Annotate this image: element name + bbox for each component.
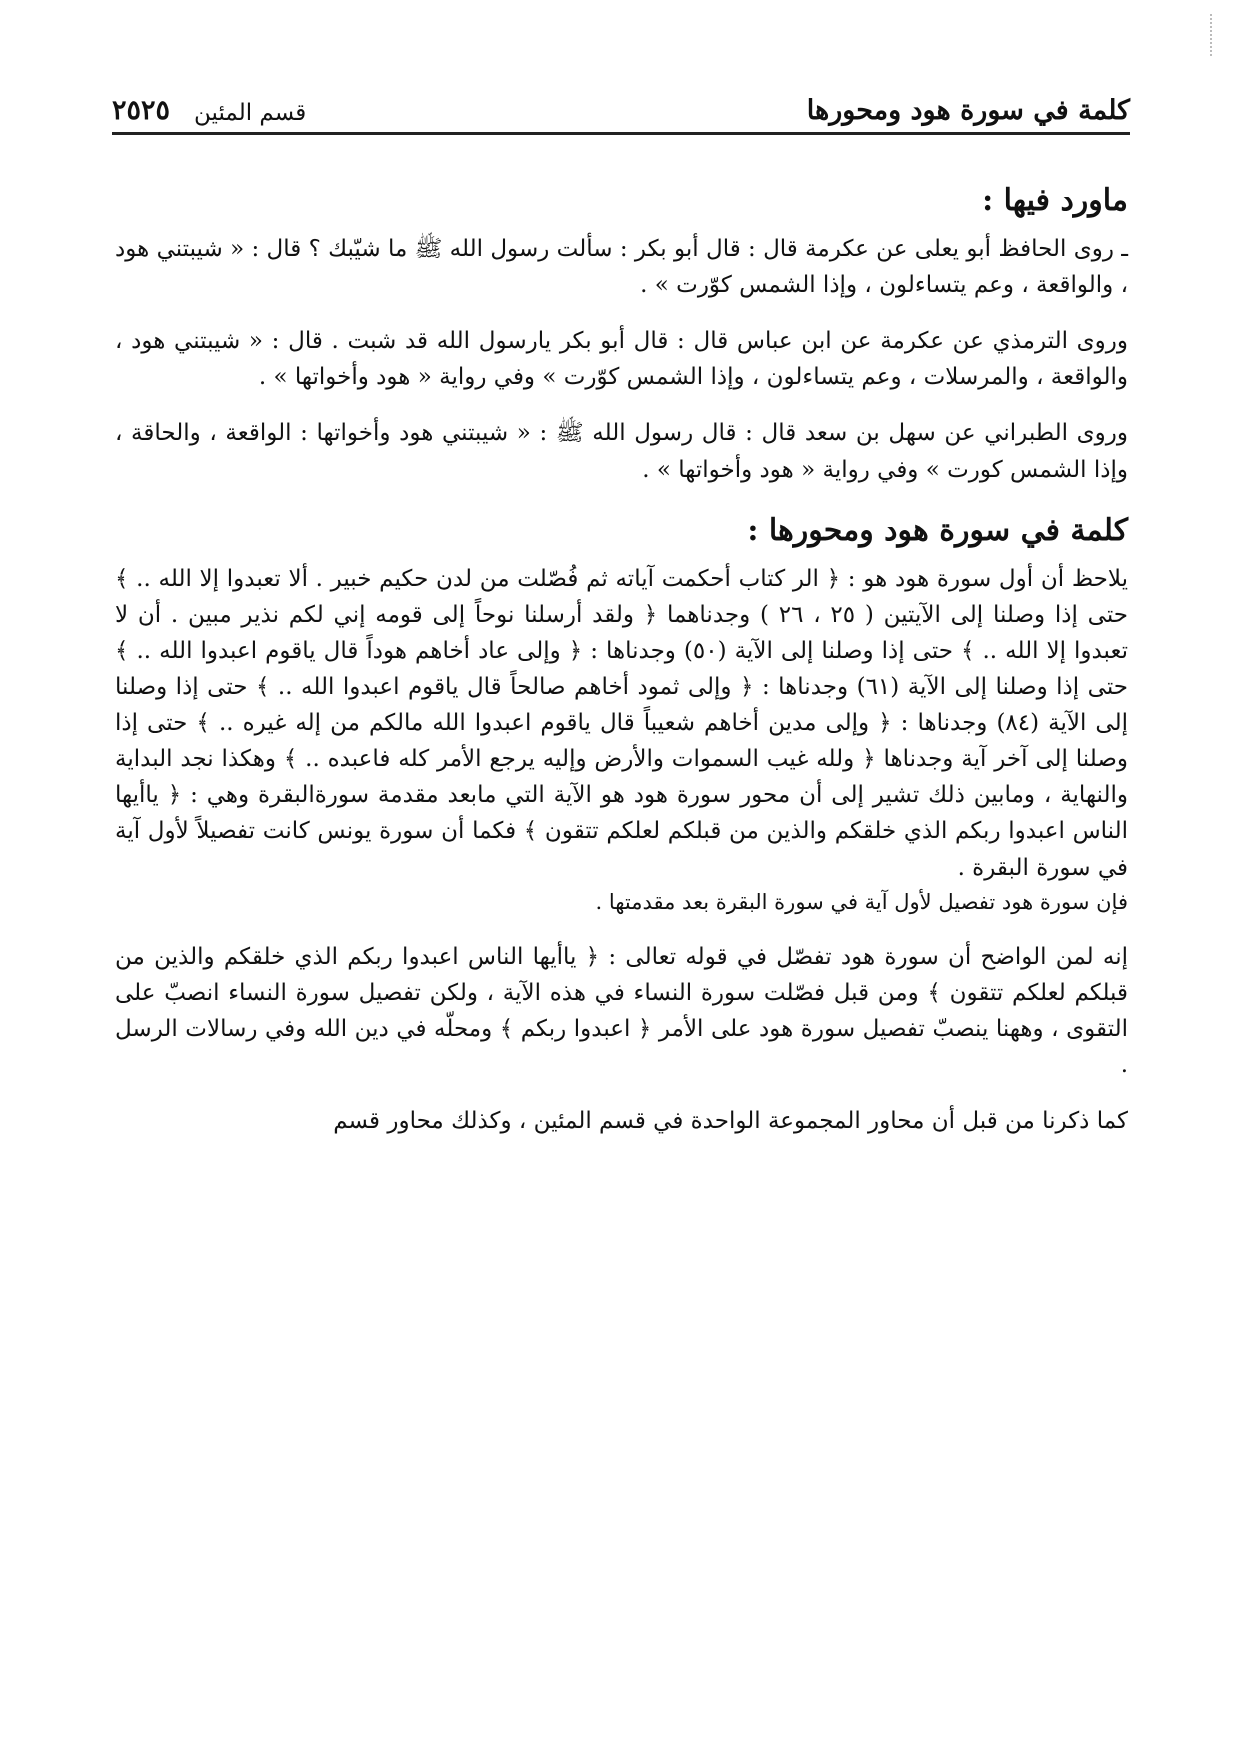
running-header (112, 78, 1130, 126)
section-heading-axis: كلمة في سورة هود ومحورها : (747, 512, 1128, 548)
header-section: قسم المئين (194, 100, 307, 126)
page-body (115, 178, 1128, 1139)
hadith-paragraph: وروى الترمذي عن عكرمة عن ابن عباس قال : قال أبو بكر يارسول الله قد شبت . قال : « شيبتني هود ، والواقعة ، والمرسلات ، وعم يتساءلون ، وإذا الشمس كوّرت » وفي رواية « هود وأخواتها » . (115, 328, 1128, 391)
section-heading-sources: ماورد فيها : (982, 183, 1128, 218)
header-title: كلمة في سورة هود ومحورها (806, 95, 1130, 126)
body-paragraph: كما ذكرنا من قبل أن محاور المجموعة الواحدة في قسم المئين ، وكذلك محاور قسم (333, 1108, 1128, 1135)
body-paragraph: يلاحظ أن أول سورة هود هو : ﴿ الر كتاب أحكمت آياته ثم فُصّلت من لدن حكيم خبير . ألا تعبدوا إلا الله .. ﴾ حتى إذا وصلنا إلى الآيتين ( ٢٥ ، ٢٦ ) وجدناهما ﴿ ولقد أرسلنا نوحاً إلى قومه إني لكم نذير مبين . أن لا تعبدوا إلا الله .. ﴾ حتى إذا وصلنا إلى الآية (٥٠) وجدناها : ﴿ وإلى عاد أخاهم هوداً قال ياقوم اعبدوا الله .. ﴾ حتى إذا وصلنا إلى الآية (٦١) وجدناها : ﴿ وإلى ثمود أخاهم صالحاً قال ياقوم اعبدوا الله .. ﴾ حتى إذا وصلنا إلى الآية (٨٤) وجدناها : ﴿ وإلى مدين أخاهم شعيباً قال ياقوم اعبدوا الله مالكم من إله غيره .. ﴾ حتى إذا وصلنا إلى آخر آية وجدناها ﴿ ولله غيب السموات والأرض وإليه يرجع الأمر كله فاعبده .. ﴾ وهكذا نجد البداية والنهاية ، ومابين ذلك تشير إلى أن محور سورة هود هو الآية التي مابعد مقدمة سورةالبقرة وهي : ﴿ ياأيها الناس اعبدوا ربكم الذي خلقكم والذين من قبلكم لعلكم تتقون ﴾ فكما أن سورة يونس كانت تفصيلاً لأول آية في سورة البقرة . (115, 565, 1129, 881)
body-note: فإن سورة هود تفصيل لأول آية في سورة البقرة بعد مقدمتها . (595, 889, 1128, 914)
page-number: ٢٥٢٥ (112, 95, 171, 126)
header-left (112, 95, 306, 126)
hadith-paragraph: ـ روى الحافظ أبو يعلى عن عكرمة قال : قال أبو بكر : سألت رسول الله ﷺ ما شيّبك ؟ قال : « شيبتني هود ، والواقعة ، وعم يتساءلون ، وإذا الشمس كوّرت » . (115, 236, 1128, 299)
header-divider (112, 132, 1130, 135)
body-paragraph: إنه لمن الواضح أن سورة هود تفصّل في قوله تعالى : ﴿ ياأيها الناس اعبدوا ربكم الذي خلقكم والذين من قبلكم لعلكم تتقون ﴾ ومن قبل فصّلت سورة النساء في هذه الآية ، ولكن تفصيل سورة النساء انصبّ على التقوى ، وههنا ينصبّ تفصيل سورة هود على الأمر ﴿ اعبدوا ربكم ﴾ ومحلّه في دين الله وفي رسالات الرسل . (115, 943, 1129, 1078)
hadith-paragraph: وروى الطبراني عن سهل بن سعد قال : قال رسول الله ﷺ : « شيبتني هود وأخواتها : الواقعة ، والحاقة ، وإذا الشمس كورت » وفي رواية « هود وأخواتها » . (115, 420, 1128, 483)
margin-mark-icon (1200, 14, 1212, 56)
